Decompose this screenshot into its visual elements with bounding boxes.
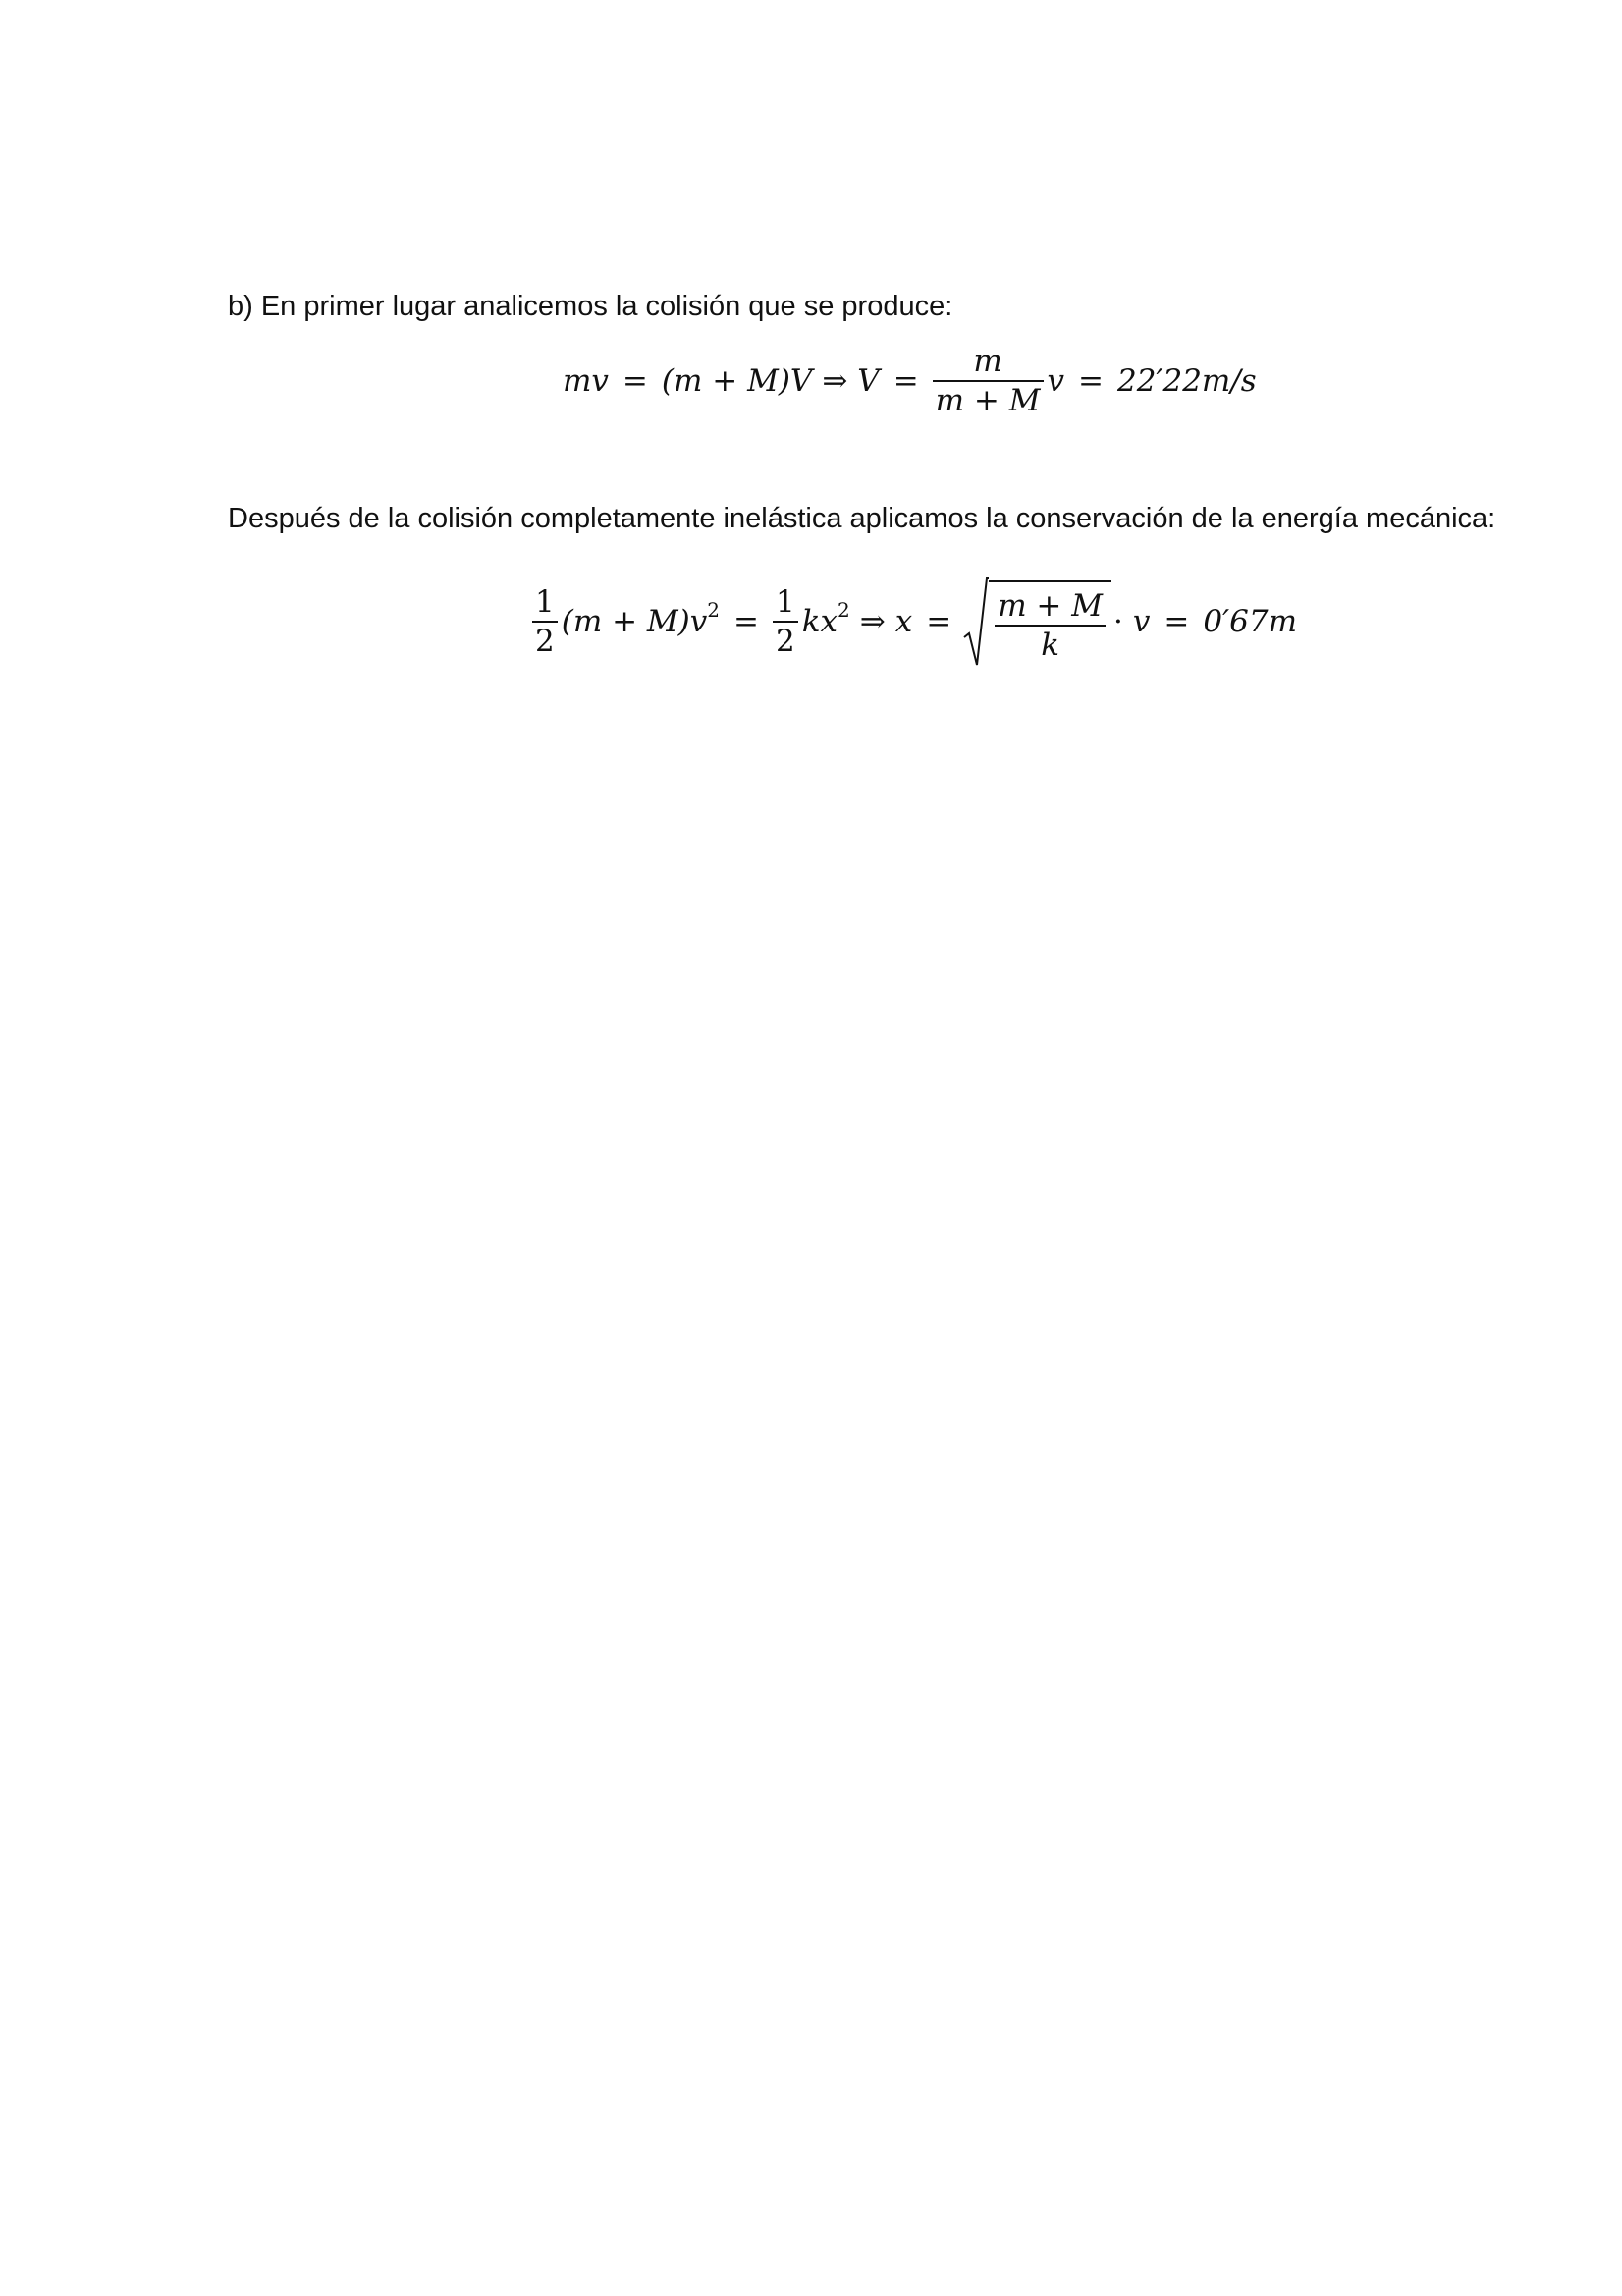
eq2-equals-3: = <box>1163 604 1190 639</box>
eq1-implies: ⇒ <box>822 363 848 399</box>
eq2-f2-denominator: 2 <box>775 624 795 659</box>
eq2-exponent-1: 2 <box>707 598 720 622</box>
radical-sign-icon <box>963 576 989 667</box>
eq2-exponent-2: 2 <box>838 598 850 622</box>
equation-momentum-conservation <box>563 327 1257 435</box>
eq2-square-root <box>963 576 1111 667</box>
eq1-lhs: mv <box>563 363 609 399</box>
eq2-v: v <box>1132 604 1151 639</box>
eq2-radicand-fraction <box>995 587 1106 664</box>
eq2-f1-denominator: 2 <box>535 624 555 659</box>
eq1-equals: = <box>622 363 648 399</box>
eq1-V: V <box>857 363 880 399</box>
eq1-fraction-numerator: m <box>973 344 1002 379</box>
eq1-velocity: v <box>1047 363 1065 399</box>
paragraph-energy-conservation: Después de la colisión completamente inelástica aplicamos la conservación de la energía mecánica: <box>228 503 1496 534</box>
eq1-result: 22′22m/s <box>1117 363 1257 399</box>
eq2-equals: = <box>733 604 759 639</box>
eq2-equals-2: = <box>926 604 952 639</box>
paragraph-collision-intro: b) En primer lugar analicemos la colisión que se produce: <box>228 291 953 322</box>
eq2-radicand-numerator: m + M <box>998 588 1104 624</box>
eq2-dot: · <box>1113 604 1123 639</box>
eq2-radicand-denominator: k <box>1041 628 1059 663</box>
eq1-paren-term: (m + M)V <box>661 363 813 399</box>
eq1-equals-2: = <box>892 363 919 399</box>
eq2-radicand <box>989 580 1111 667</box>
eq2-term-2: kx <box>801 604 838 639</box>
eq2-result: 0′67m <box>1203 604 1297 639</box>
eq2-implies: ⇒ <box>859 604 886 639</box>
eq2-fraction-half-1 <box>532 583 558 660</box>
eq1-fraction <box>933 343 1044 419</box>
eq2-f2-numerator: 1 <box>775 584 795 620</box>
eq2-f1-numerator: 1 <box>535 584 555 620</box>
eq1-equals-3: = <box>1078 363 1104 399</box>
eq2-x: x <box>894 604 913 639</box>
eq2-fraction-half-2 <box>773 583 798 660</box>
eq2-term-1: (m + M)v <box>561 604 708 639</box>
equation-energy-conservation <box>528 568 1297 676</box>
eq1-fraction-denominator: m + M <box>935 383 1041 418</box>
